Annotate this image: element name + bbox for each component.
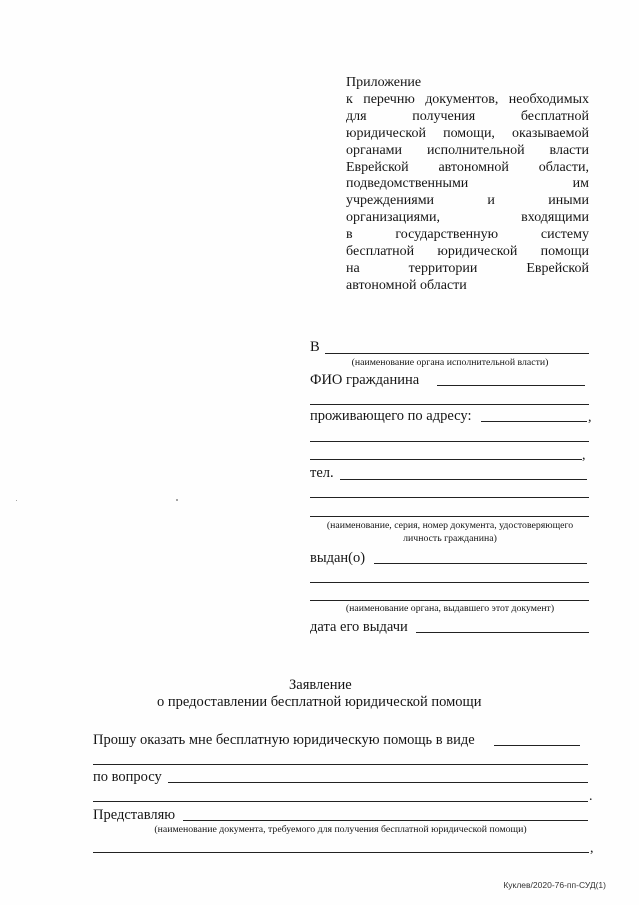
id-line-2[interactable]	[310, 516, 589, 517]
recipient-caption: (наименование органа исполнительной власти)	[351, 357, 549, 368]
appendix-heading: Приложение	[346, 75, 422, 90]
phone-label: тел.	[310, 465, 334, 481]
appendix-line: на территории Еврейской	[346, 260, 589, 276]
fio-line-2[interactable]	[310, 404, 589, 405]
address-line-3[interactable]	[310, 459, 582, 460]
statement-subtitle: о предоставлении бесплатной юридической помощи	[157, 694, 482, 710]
appendix-line: юридической помощи, оказываемой	[346, 125, 589, 141]
question-line-2[interactable]	[93, 801, 588, 802]
issued-line-3[interactable]	[310, 600, 589, 601]
request-text: Прошу оказать мне бесплатную юридическую помощь в виде	[93, 732, 475, 748]
id-caption: (наименование, серия, номер документа, удостоверяющего	[326, 520, 574, 531]
to-prefix: В	[310, 339, 320, 355]
address-line-2[interactable]	[310, 441, 589, 442]
address-line[interactable]	[481, 421, 587, 422]
appendix-line: к перечню документов, необходимых	[346, 92, 589, 107]
id-line[interactable]	[310, 497, 589, 498]
appendix-line: бесплатной юридической помощи	[346, 244, 589, 260]
period: .	[589, 789, 593, 804]
appendix-line: органами исполнительной власти	[346, 142, 589, 158]
appendix-line: Еврейской автономной области,	[346, 159, 589, 175]
present-label: Представляю	[93, 807, 176, 823]
issue-date-line[interactable]	[416, 632, 589, 633]
appendix-line: учреждениями и иными	[346, 193, 589, 209]
present-line-2[interactable]	[93, 852, 589, 853]
phone-line[interactable]	[340, 479, 587, 480]
issuer-caption: (наименование органа, выдавшего этот документ)	[345, 603, 555, 614]
document-code: Куклев/2020-76-пп-СУД(1)	[503, 880, 606, 890]
present-caption: (наименование документа, требуемого для получения бесплатной юридической помощи)	[154, 824, 527, 835]
issued-line[interactable]	[374, 563, 587, 564]
scan-speck	[176, 499, 178, 501]
fio-line[interactable]	[437, 385, 585, 386]
comma: ,	[588, 410, 592, 425]
issue-date-label: дата его выдачи	[310, 619, 408, 635]
request-line[interactable]	[494, 745, 580, 746]
recipient-line[interactable]	[325, 353, 589, 354]
question-line[interactable]	[168, 782, 588, 783]
address-label: проживающего по адресу:	[310, 408, 472, 424]
statement-title: Заявление	[289, 677, 352, 693]
appendix-text	[346, 92, 589, 295]
issued-line-2[interactable]	[310, 582, 589, 583]
issued-label: выдан(о)	[310, 550, 366, 566]
id-caption: личность гражданина)	[403, 533, 497, 544]
present-line[interactable]	[183, 820, 588, 821]
scan-speck	[16, 500, 17, 501]
comma: ,	[582, 448, 586, 463]
request-line-2[interactable]	[93, 764, 588, 765]
appendix-line: в государственную систему	[346, 227, 589, 243]
appendix-line: подведомственными им	[346, 176, 589, 192]
fio-label: ФИО гражданина	[310, 372, 420, 388]
question-label: по вопросу	[93, 769, 162, 785]
appendix-line: организациями, входящими	[346, 210, 589, 226]
appendix-line: автономной области	[346, 277, 467, 293]
appendix-line: для получения бесплатной	[346, 108, 589, 124]
comma: ,	[590, 841, 594, 856]
